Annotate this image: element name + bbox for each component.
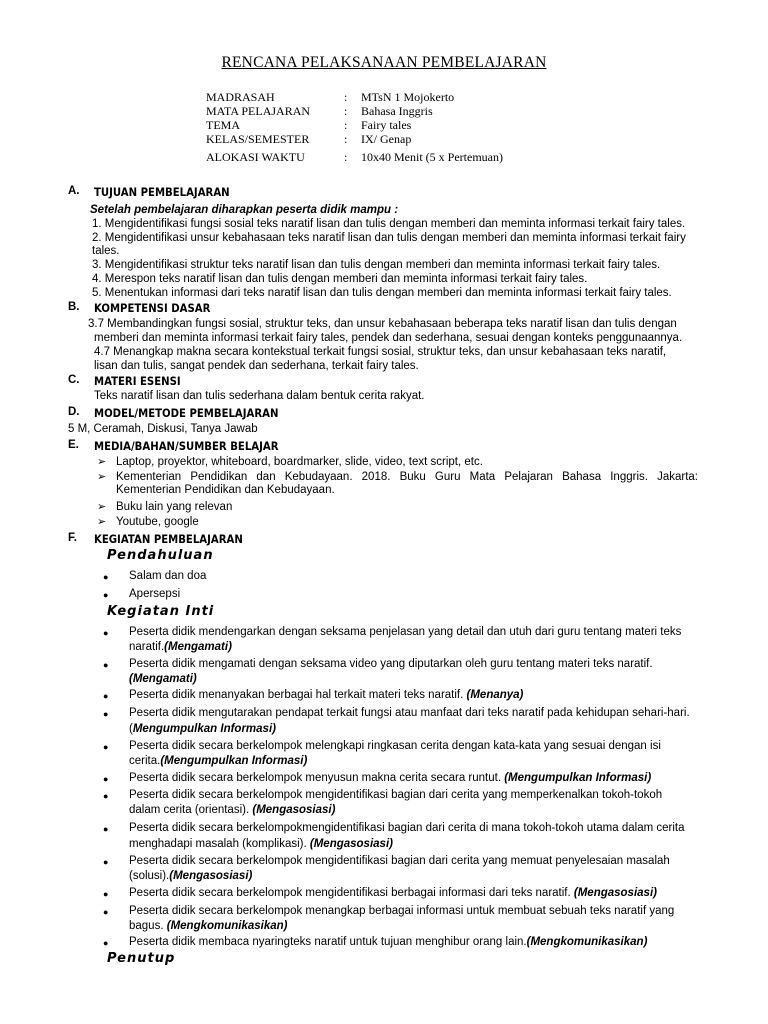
section-letter: A. <box>68 185 80 197</box>
activity-tag: (Mengkomunikasikan) <box>526 936 648 948</box>
bullet-icon: ● <box>103 709 109 719</box>
arrow-bullet-icon: ➢ <box>97 456 107 468</box>
activity-item <box>129 673 197 685</box>
section-title: MEDIA/BAHAN/SUMBER BELAJAR <box>94 439 279 453</box>
media-item: Buku lain yang relevan <box>116 501 233 513</box>
bullet-icon: ● <box>103 660 109 670</box>
activity-tag: (Mengamati) <box>164 641 232 653</box>
bullet-icon: ● <box>103 907 109 917</box>
activity-line: Peserta didik mengamati dengan seksama video yang diputarkan oleh guru tentang materi teks naratif. <box>129 658 653 670</box>
media-item: Youtube, google <box>116 516 199 528</box>
section-letter: C. <box>68 374 80 386</box>
section-letter: E. <box>68 439 79 451</box>
info-label: ALOKASI WAKTU <box>206 150 305 164</box>
activity-tag: (Menanya) <box>466 689 524 701</box>
info-label: MATA PELAJARAN <box>206 104 311 118</box>
media-item: Laptop, proyektor, whiteboard, boardmarker, slide, video, text script, etc. <box>116 456 483 468</box>
activity-tag: (Mengasosiasi) <box>573 887 657 899</box>
bullet-icon: ● <box>103 628 109 638</box>
bullet-icon: ● <box>103 938 109 948</box>
section-text: Teks naratif lisan dan tulis sederhana dalam bentuk cerita rakyat. <box>94 390 425 402</box>
subheading-penutup: Penutup <box>107 951 176 966</box>
objective-item: 1. Mengidentifikasi fungsi sosial teks naratif lisan dan tulis dengan memberi dan meminta informasi terkait fairy tales. <box>92 218 686 230</box>
activity-item: dalam cerita (orientasi). (Mengasosiasi) <box>129 804 336 816</box>
objective-item: tales. <box>92 245 120 257</box>
bullet-icon: ● <box>103 791 109 801</box>
media-item: Kementerian Pendidikan dan Kebudayaan. <box>116 484 335 496</box>
bullet-icon: ● <box>103 889 109 899</box>
objective-item: 3. Mengidentifikasi struktur teks naratif lisan dan tulis dengan memberi dan meminta informasi terkait fairy tales. <box>92 259 661 271</box>
activity-tag: (Mengasosiasi) <box>309 838 393 850</box>
bullet-icon: ● <box>103 691 109 701</box>
bullet-icon: ● <box>103 774 109 784</box>
activity-item: menghadapi masalah (komplikasi). (Mengasosiasi) <box>129 838 393 850</box>
document-title: RENCANA PELAKSANAAN PEMBELAJARAN <box>221 54 547 71</box>
activity-item: cerita.(Mengumpulkan Informasi) <box>129 755 308 767</box>
section-letter: F. <box>68 532 77 544</box>
section-title: MATERI ESENSI <box>94 374 181 388</box>
objective-item: 4. Merespon teks naratif lisan dan tulis dengan memberi dan meminta informasi terkait fairy tales. <box>92 273 588 285</box>
activity-item: (solusi).(Mengasosiasi) <box>129 870 253 882</box>
arrow-bullet-icon: ➢ <box>97 471 107 483</box>
info-value: Fairy tales <box>361 118 412 132</box>
activity-item: Peserta didik menanyakan berbagai hal terkait materi teks naratif. (Menanya) <box>129 689 524 701</box>
info-label: MADRASAH <box>206 90 275 104</box>
bullet-icon: ● <box>103 824 109 834</box>
activity-line: Peserta didik secara berkelompok mengidentifikasi bagian dari cerita yang memperkenalkan tokoh-tokoh <box>129 789 663 801</box>
activity-item: Peserta didik secara berkelompok menyusun makna cerita secara runtut. (Mengumpulkan Informasi) <box>129 772 652 784</box>
info-value: MTsN 1 Mojokerto <box>361 90 455 104</box>
section-title: KOMPETENSI DASAR <box>94 301 211 315</box>
info-colon: : <box>344 150 348 164</box>
info-colon: : <box>344 104 348 118</box>
arrow-bullet-icon: ➢ <box>97 501 107 513</box>
info-value: 10x40 Menit (5 x Pertemuan) <box>361 150 503 164</box>
subheading-pendahuluan: Pendahuluan <box>107 548 214 563</box>
info-label: TEMA <box>206 118 240 132</box>
bullet-icon: ● <box>103 742 109 752</box>
activity-item: bagus. (Mengkomunikasikan) <box>129 920 288 932</box>
info-value: Bahasa Inggris <box>361 104 433 118</box>
activity-tag: (Mengamati) <box>129 673 197 685</box>
info-colon: : <box>344 90 348 104</box>
section-intro: Setelah pembelajaran diharapkan peserta didik mampu : <box>90 204 399 216</box>
activity-tag: (Mengasosiasi) <box>169 870 253 882</box>
activity-item: (Mengumpulkan Informasi) <box>129 723 276 735</box>
activity-line: Peserta didik secara berkelompokmengidentifikasi bagian dari cerita di mana tokoh-tokoh utama dalam cerita <box>129 822 685 834</box>
activity-tag: (Mengumpulkan Informasi) <box>160 755 308 767</box>
activity-tag: Mengumpulkan Informasi) <box>132 723 276 735</box>
section-title: MODEL/METODE PEMBELAJARAN <box>94 406 279 420</box>
section-title: KEGIATAN PEMBELAJARAN <box>94 532 243 546</box>
activity-tag: (Mengkomunikasikan) <box>166 920 288 932</box>
section-title: TUJUAN PEMBELAJARAN <box>94 185 230 199</box>
activity-item: naratif.(Mengamati) <box>129 641 232 653</box>
kd-line: 3.7 Membandingkan fungsi sosial, struktur teks, dan unsur kebahasaan beberapa teks naratif lisan dan tulis dengan <box>88 318 677 330</box>
info-colon: : <box>344 118 348 132</box>
info-colon: : <box>344 132 348 146</box>
activity-tag: (Mengumpulkan Informasi) <box>504 772 652 784</box>
activity-line: Peserta didik mendengarkan dengan seksama penjelasan yang detail dan utuh dari guru tentang materi teks <box>129 626 682 638</box>
objective-item: 2. Mengidentifikasi unsur kebahasaan teks naratif lisan dan tulis dengan memberi dan meminta informasi terkait fairy <box>92 232 686 244</box>
bullet-icon: ● <box>103 857 109 867</box>
info-label: KELAS/SEMESTER <box>206 132 310 146</box>
arrow-bullet-icon: ➢ <box>97 516 107 528</box>
activity-line: Peserta didik secara berkelompok menangkap berbagai informasi untuk membuat sebuah teks naratif yang <box>129 905 675 917</box>
kd-line: 4.7 Menangkap makna secara kontekstual terkait fungsi sosial, struktur teks, dan unsur kebahasaan teks naratif, <box>94 346 667 358</box>
media-item: Kementerian Pendidikan dan Kebudayaan. 2018. Buku Guru Mata Pelajaran Bahasa Inggris. Jakarta: <box>116 471 698 483</box>
activity-line: Peserta didik mengutarakan pendapat terkait fungsi atau manfaat dari teks naratif pada kehidupan sehari-hari. <box>129 707 690 719</box>
section-letter: B. <box>68 301 80 313</box>
kd-line: memberi dan meminta informasi terkait fairy tales, pendek dan sederhana, sesuai dengan konteks penggunaannya. <box>94 332 683 344</box>
bullet-icon: ● <box>103 590 109 600</box>
activity-item: Peserta didik secara berkelompok mengidentifikasi berbagai informasi dari teks naratif. (Mengasosiasi) <box>129 887 657 899</box>
activity-line: Peserta didik secara berkelompok melengkapi ringkasan cerita dengan kata-kata yang sesuai dengan isi <box>129 740 661 752</box>
info-value: IX/ Genap <box>361 132 412 146</box>
activity-item: Salam dan doa <box>129 570 207 582</box>
subheading-kegiatan-inti: Kegiatan Inti <box>107 604 215 619</box>
activity-tag: (Mengasosiasi) <box>252 804 336 816</box>
activity-item: Apersepsi <box>129 588 181 600</box>
bullet-icon: ● <box>103 572 109 582</box>
activity-line: Peserta didik secara berkelompok mengidentifikasi bagian dari cerita yang memuat penyelesaian masalah <box>129 855 670 867</box>
activity-item: Peserta didik membaca nyaringteks naratif untuk tujuan menghibur orang lain.(Mengkomunikasikan) <box>129 936 648 948</box>
objective-item: 5. Menentukan informasi dari teks naratif lisan dan tulis dengan memberi dan meminta informasi terkait fairy tales. <box>92 287 672 299</box>
kd-line: lisan dan tulis, sangat pendek dan sederhana, terkait fairy tales. <box>94 360 419 372</box>
section-letter: D. <box>68 406 80 418</box>
section-text: 5 M, Ceramah, Diskusi, Tanya Jawab <box>68 423 258 435</box>
